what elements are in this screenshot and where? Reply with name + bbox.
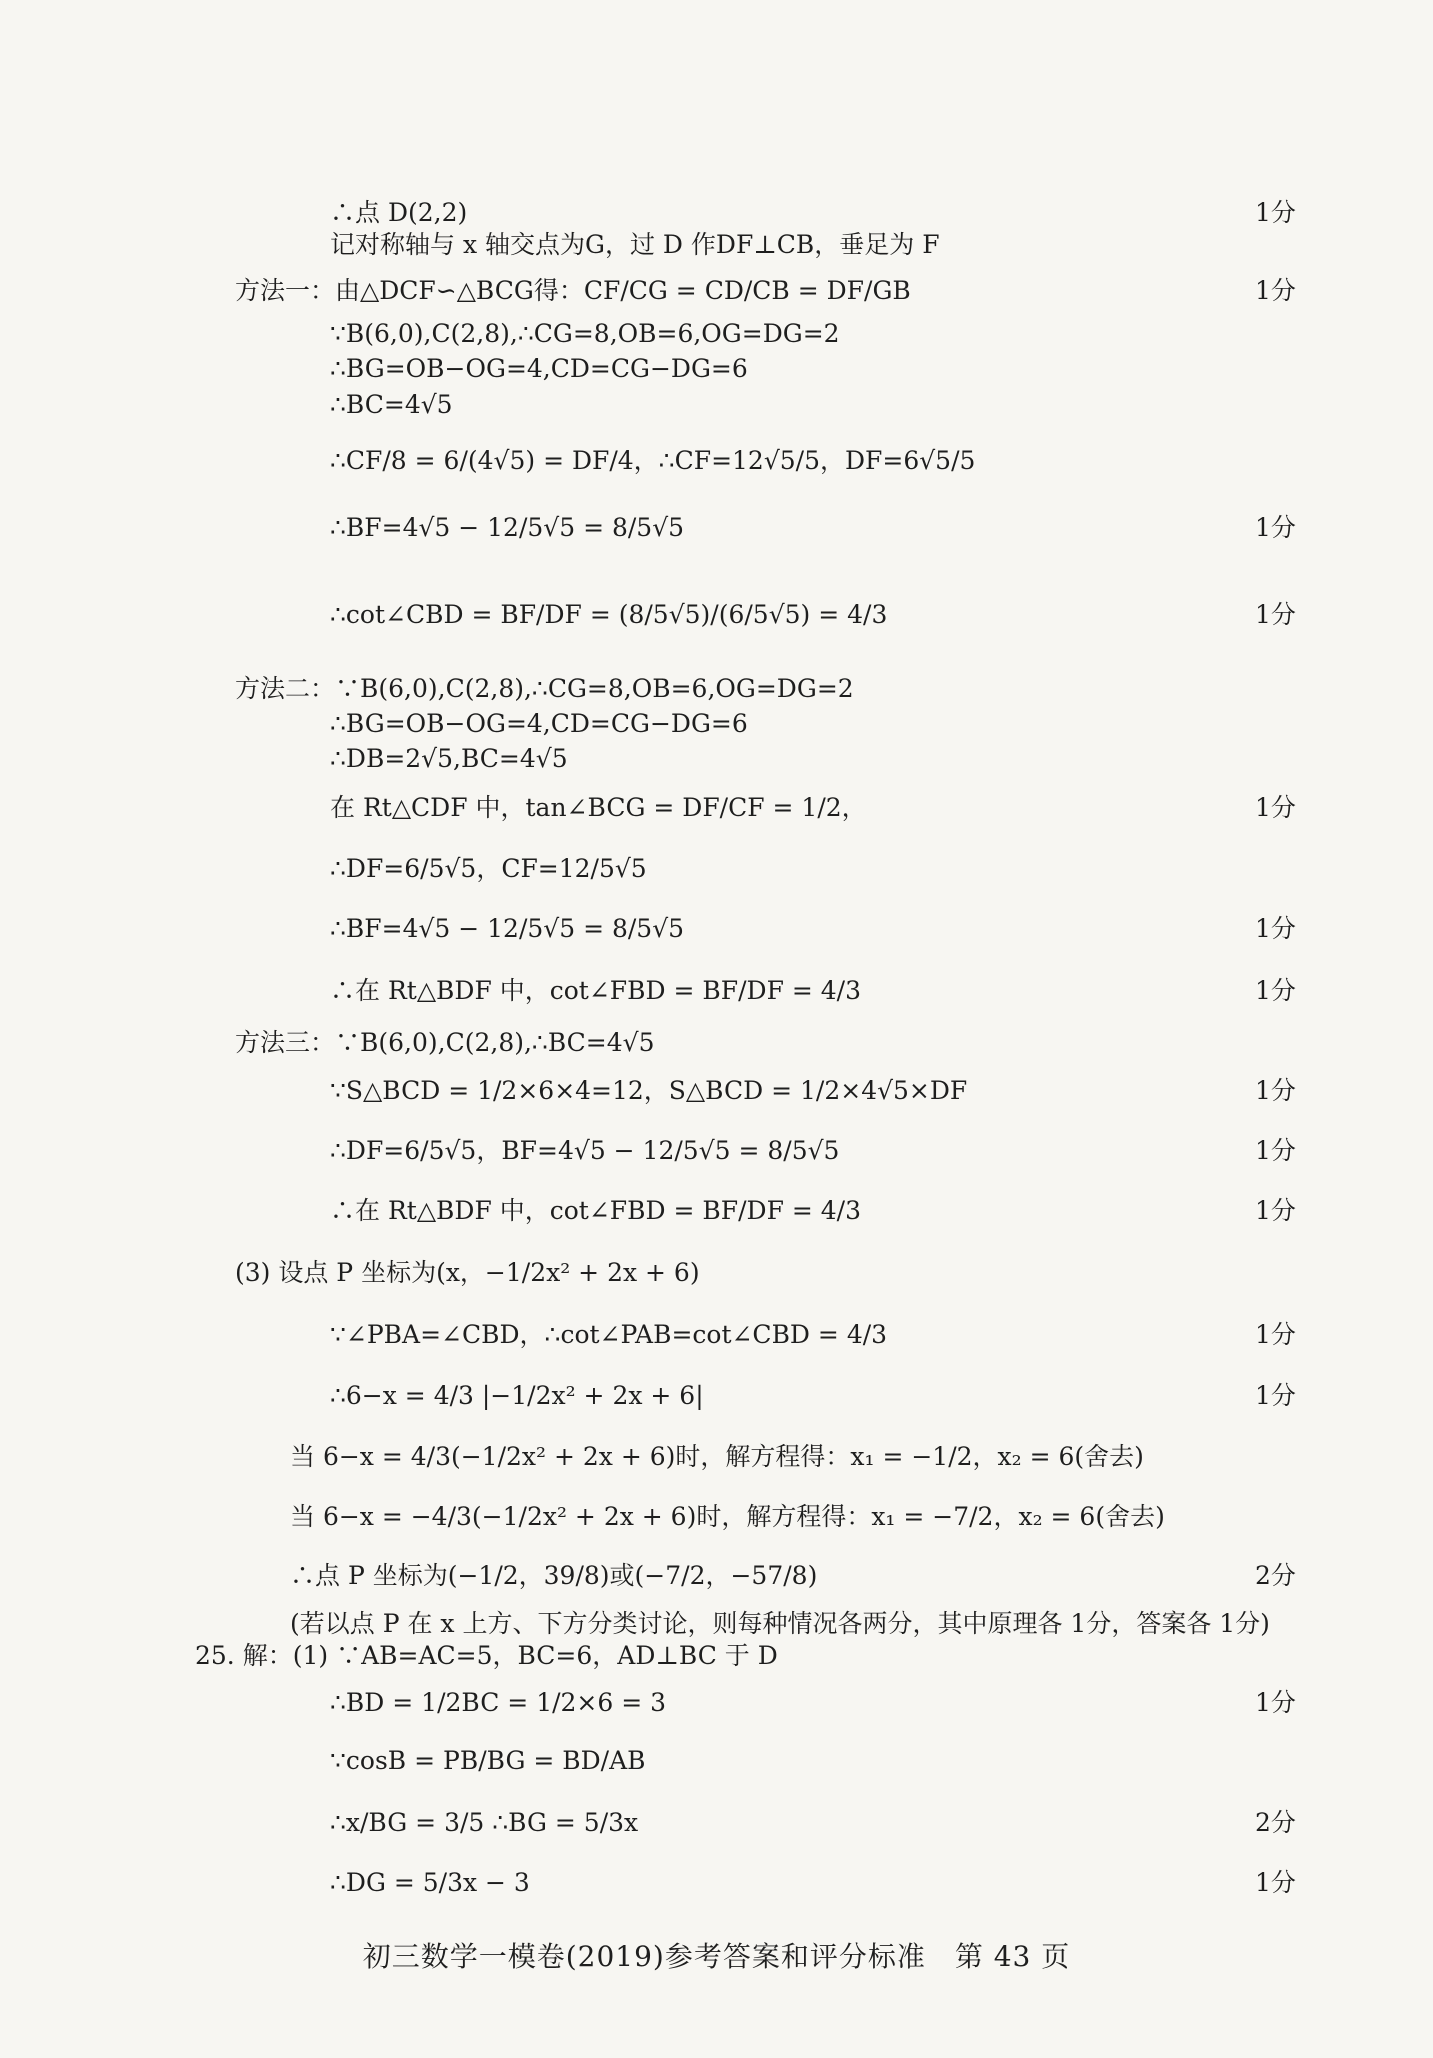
solution-text: ∴6−x = 4/3 |−1/2x² + 2x + 6| (330, 1381, 704, 1410)
score-mark: 1分 (1255, 1136, 1296, 1165)
score-mark: 1分 (1255, 1868, 1296, 1897)
solution-text: ∴点 P 坐标为(−1/2，39/8)或(−7/2，−57/8) (290, 1561, 818, 1590)
page-footer: 初三数学一模卷(2019)参考答案和评分标准 第 43 页 (362, 1940, 1071, 1973)
score-mark: 1分 (1255, 1381, 1296, 1410)
solution-text: ∴BG=OB−OG=4,CD=CG−DG=6 (330, 354, 748, 383)
solution-text: ∴在 Rt△BDF 中，cot∠FBD = BF/DF = 4/3 (330, 1196, 862, 1225)
solution-text: 25. 解：(1) ∵AB=AC=5，BC=6，AD⊥BC 于 D (195, 1641, 778, 1670)
solution-text: ∴BC=4√5 (330, 390, 453, 419)
score-mark: 1分 (1255, 600, 1296, 629)
solution-text: ∴DF=6/5√5，BF=4√5 − 12/5√5 = 8/5√5 (330, 1136, 840, 1165)
solution-text: 在 Rt△CDF 中，tan∠BCG = DF/CF = 1/2， (330, 793, 867, 822)
solution-text: ∵B(6,0),C(2,8),∴CG=8,OB=6,OG=DG=2 (330, 319, 840, 348)
solution-text: ∴cot∠CBD = BF/DF = (8/5√5)/(6/5√5) = 4/3 (330, 600, 888, 629)
score-mark: 1分 (1255, 1196, 1296, 1225)
solution-text: ∵S△BCD = 1/2×6×4=12，S△BCD = 1/2×4√5×DF (330, 1076, 968, 1105)
solution-text: ∵cosB = PB/BG = BD/AB (330, 1746, 646, 1775)
solution-text: ∴BG=OB−OG=4,CD=CG−DG=6 (330, 709, 748, 738)
solution-text: 当 6−x = 4/3(−1/2x² + 2x + 6)时，解方程得：x₁ = −1/2，x₂ = 6(舍去) (290, 1442, 1144, 1471)
solution-text: ∴x/BG = 3/5 ∴BG = 5/3x (330, 1808, 639, 1837)
score-mark: 2分 (1255, 1561, 1296, 1590)
solution-text: ∵∠PBA=∠CBD，∴cot∠PAB=cot∠CBD = 4/3 (330, 1320, 888, 1349)
score-mark: 1分 (1255, 198, 1296, 227)
solution-text: ∴DB=2√5,BC=4√5 (330, 744, 568, 773)
score-mark: 1分 (1255, 276, 1296, 305)
solution-text: ∴在 Rt△BDF 中，cot∠FBD = BF/DF = 4/3 (330, 976, 862, 1005)
solution-text: 记对称轴与 x 轴交点为G，过 D 作DF⊥CB，垂足为 F (330, 230, 940, 259)
solution-text: ∴DF=6/5√5，CF=12/5√5 (330, 854, 647, 883)
score-mark: 1分 (1255, 793, 1296, 822)
score-mark: 1分 (1255, 1320, 1296, 1349)
solution-text: ∴BD = 1/2BC = 1/2×6 = 3 (330, 1688, 667, 1717)
score-mark: 1分 (1255, 914, 1296, 943)
solution-text: (若以点 P 在 x 上方、下方分类讨论，则每种情况各两分，其中原理各 1分，答案各 1分) (290, 1609, 1270, 1638)
solution-text: 方法二：∵B(6,0),C(2,8),∴CG=8,OB=6,OG=DG=2 (235, 674, 854, 703)
solution-text: ∴点 D(2,2) (330, 198, 468, 227)
solution-text: ∴BF=4√5 − 12/5√5 = 8/5√5 (330, 513, 685, 542)
solution-text: 方法三：∵B(6,0),C(2,8),∴BC=4√5 (235, 1028, 655, 1057)
solution-text: 当 6−x = −4/3(−1/2x² + 2x + 6)时，解方程得：x₁ = −7/2，x₂ = 6(舍去) (290, 1502, 1165, 1531)
score-mark: 1分 (1255, 1688, 1296, 1717)
solution-text: ∴CF/8 = 6/(4√5) = DF/4，∴CF=12√5/5，DF=6√5/5 (330, 446, 976, 475)
score-mark: 2分 (1255, 1808, 1296, 1837)
score-mark: 1分 (1255, 1076, 1296, 1105)
score-mark: 1分 (1255, 976, 1296, 1005)
solution-text: (3) 设点 P 坐标为(x，−1/2x² + 2x + 6) (235, 1258, 700, 1287)
solution-text: ∴DG = 5/3x − 3 (330, 1868, 530, 1897)
solution-text: ∴BF=4√5 − 12/5√5 = 8/5√5 (330, 914, 685, 943)
solution-text: 方法一：由△DCF∽△BCG得：CF/CG = CD/CB = DF/GB (235, 276, 911, 305)
score-mark: 1分 (1255, 513, 1296, 542)
